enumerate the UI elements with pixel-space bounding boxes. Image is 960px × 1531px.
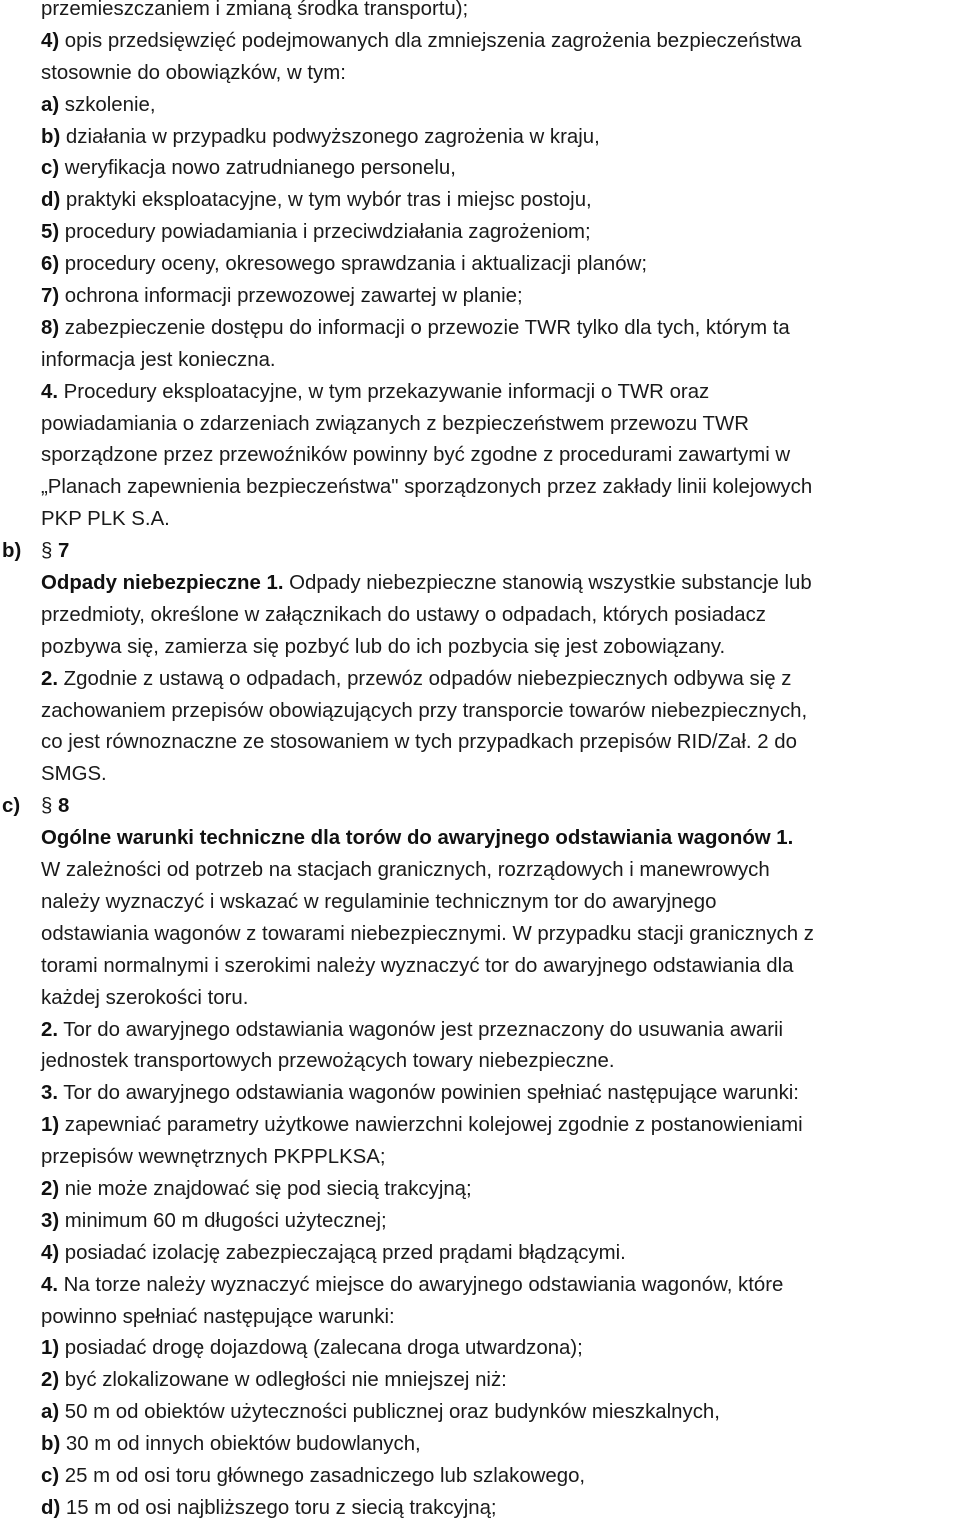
text-line xyxy=(0,1461,960,1493)
text-line xyxy=(0,185,960,217)
text-line xyxy=(0,600,960,632)
line-text: co jest równoznaczne ze stosowaniem w tych przypadkach przepisów RID/Zał. 2 do xyxy=(41,731,797,754)
text-line xyxy=(0,1493,960,1525)
line-text: odstawiania wagonów z towarami niebezpiecznymi. W przypadku stacji granicznych z xyxy=(41,922,814,945)
line-text: Na torze należy wyznaczyć miejsce do awaryjnego odstawiania wagonów, które xyxy=(58,1273,784,1296)
line-text: pozbywa się, zamierza się pozbyć lub do ich pozbycia się jest zobowiązany. xyxy=(41,635,726,658)
line-text: procedury powiadamiania i przeciwdziałania zagrożeniom; xyxy=(59,221,591,244)
text-line xyxy=(0,1015,960,1047)
text-line xyxy=(0,1206,960,1238)
line-text: 7 xyxy=(52,540,70,563)
line-text: informacja jest konieczna. xyxy=(41,348,276,371)
line-text: działania w przypadku podwyższonego zagrożenia w kraju, xyxy=(60,125,600,148)
item-marker: d) xyxy=(41,189,61,212)
line-text: każdej szerokości toru. xyxy=(41,986,249,1009)
line-text: „Planach zapewnienia bezpieczeństwa" sporządzonych przez zakłady linii kolejowych xyxy=(41,476,813,499)
line-text: W zależności od potrzeb na stacjach granicznych, rozrządowych i manewrowych xyxy=(41,859,770,882)
text-line xyxy=(0,281,960,313)
text-line xyxy=(0,823,960,855)
text-line xyxy=(0,249,960,281)
text-line xyxy=(0,122,960,154)
text-line xyxy=(0,1078,960,1110)
text-line xyxy=(0,313,960,345)
line-text: być zlokalizowane w odległości nie mniejszej niż: xyxy=(59,1369,507,1392)
item-marker: 2. xyxy=(41,1018,59,1041)
line-text: weryfikacja nowo zatrudnianego personelu, xyxy=(59,157,456,180)
text-line xyxy=(0,409,960,441)
text-line xyxy=(0,217,960,249)
item-marker: 1) xyxy=(41,1337,60,1360)
line-text: Tor do awaryjnego odstawiania wagonów powinien spełniać następujące warunki: xyxy=(58,1082,799,1105)
line-text: jednostek transportowych przewożących towary niebezpieczne. xyxy=(41,1050,615,1073)
text-line xyxy=(0,983,960,1015)
line-text: ochrona informacji przewozowej zawartej w planie; xyxy=(59,285,523,308)
line-text: Odpady niebezpieczne stanowią wszystkie substancje lub xyxy=(283,572,812,595)
text-line xyxy=(0,536,960,568)
item-marker: 2. xyxy=(41,667,59,690)
line-text: torami normalnymi i szerokimi należy wyznaczyć tor do awaryjnego odstawiania dla xyxy=(41,954,794,977)
text-line xyxy=(0,568,960,600)
text-line xyxy=(0,696,960,728)
text-line xyxy=(0,1238,960,1270)
text-line xyxy=(0,664,960,696)
line-text: Tor do awaryjnego odstawiania wagonów jest przeznaczony do usuwania awarii xyxy=(58,1018,784,1041)
line-text: nie może znajdować się pod siecią trakcyjną; xyxy=(59,1177,472,1200)
text-line xyxy=(0,1046,960,1078)
text-line xyxy=(0,1429,960,1461)
text-line xyxy=(0,26,960,58)
line-text: posiadać izolację zabezpieczającą przed prądami błądzącymi. xyxy=(59,1241,626,1264)
item-marker: 2) xyxy=(41,1369,60,1392)
section-label: c) xyxy=(2,795,21,818)
item-marker: 6) xyxy=(41,253,60,276)
line-text: 15 m od osi najbliższego toru z siecią trakcyjną; xyxy=(60,1496,497,1519)
text-line xyxy=(0,1270,960,1302)
text-line xyxy=(0,919,960,951)
item-marker: 4. xyxy=(41,380,59,403)
line-text: zabezpieczenie dostępu do informacji o przewozie TWR tylko dla tych, którym ta xyxy=(59,316,790,339)
text-line xyxy=(0,1142,960,1174)
text-line xyxy=(0,345,960,377)
item-marker: 7) xyxy=(41,285,60,308)
line-text: zapewniać parametry użytkowe nawierzchni kolejowej zgodnie z postanowieniami xyxy=(59,1114,803,1137)
text-line xyxy=(0,855,960,887)
line-text: procedury oceny, okresowego sprawdzania i aktualizacji planów; xyxy=(59,253,648,276)
section-label: b) xyxy=(2,540,22,563)
item-marker: 2) xyxy=(41,1177,60,1200)
item-marker: d) xyxy=(41,1496,61,1519)
line-text: 50 m od obiektów użyteczności publicznej oraz budynków mieszkalnych, xyxy=(59,1401,720,1424)
item-marker: 1) xyxy=(41,1114,60,1137)
line-text: opis przedsięwzięć podejmowanych dla zmniejszenia zagrożenia bezpieczeństwa xyxy=(59,29,802,52)
line-text: posiadać drogę dojazdową (zalecana droga utwardzona); xyxy=(59,1337,583,1360)
text-line xyxy=(0,153,960,185)
text-line xyxy=(0,377,960,409)
line-text: 8 xyxy=(52,795,70,818)
text-line xyxy=(0,951,960,983)
line-text: należy wyznaczyć i wskazać w regulaminie technicznym tor do awaryjnego xyxy=(41,890,717,913)
item-marker: c) xyxy=(41,157,60,180)
text-line xyxy=(0,1333,960,1365)
text-line xyxy=(0,1397,960,1429)
item-marker: c) xyxy=(41,1464,60,1487)
text-line xyxy=(0,440,960,472)
line-text: powinno spełniać następujące warunki: xyxy=(41,1305,395,1328)
item-marker: b) xyxy=(41,125,61,148)
line-text: Ogólne warunki techniczne dla torów do awaryjnego odstawiania wagonów 1. xyxy=(41,827,794,850)
text-line xyxy=(0,0,960,26)
line-text: 30 m od innych obiektów budowlanych, xyxy=(60,1433,421,1456)
item-marker: a) xyxy=(41,1401,60,1424)
text-line xyxy=(0,472,960,504)
line-text: przemieszczaniem i zmianą środka transportu); xyxy=(41,0,469,20)
line-text: powiadamiania o zdarzeniach związanych z bezpieczeństwem przewozu TWR xyxy=(41,412,749,435)
item-marker: b) xyxy=(41,1433,61,1456)
section-sign: § xyxy=(41,540,53,563)
text-line xyxy=(0,791,960,823)
text-line xyxy=(0,1365,960,1397)
line-text: przedmioty, określone w załącznikach do ustawy o odpadach, których posiadacz xyxy=(41,603,767,626)
line-text: szkolenie, xyxy=(59,93,156,116)
line-text: PKP PLK S.A. xyxy=(41,508,170,531)
item-marker: 3. xyxy=(41,1082,59,1105)
text-line xyxy=(0,1302,960,1334)
line-text: minimum 60 m długości użytecznej; xyxy=(59,1209,387,1232)
line-text: SMGS. xyxy=(41,763,107,786)
line-text: sporządzone przez przewoźników powinny być zgodne z procedurami zawartymi w xyxy=(41,444,791,467)
item-marker: 4) xyxy=(41,29,60,52)
line-text: Procedury eksploatacyjne, w tym przekazywanie informacji o TWR oraz xyxy=(58,380,710,403)
text-line xyxy=(0,759,960,791)
text-line xyxy=(0,1174,960,1206)
line-text: Zgodnie z ustawą o odpadach, przewóz odpadów niebezpiecznych odbywa się z xyxy=(58,667,792,690)
item-marker: 3) xyxy=(41,1209,60,1232)
line-text: zachowaniem przepisów obowiązujących przy transporcie towarów niebezpiecznych, xyxy=(41,699,808,722)
line-text: stosownie do obowiązków, w tym: xyxy=(41,61,346,84)
text-line xyxy=(0,727,960,759)
item-marker: Odpady niebezpieczne 1. xyxy=(41,572,284,595)
item-marker: a) xyxy=(41,93,60,116)
line-text: 25 m od osi toru głównego zasadniczego lub szlakowego, xyxy=(59,1464,586,1487)
line-text: praktyki eksploatacyjne, w tym wybór tras i miejsc postoju, xyxy=(60,189,592,212)
section-sign: § xyxy=(41,795,53,818)
text-line xyxy=(0,632,960,664)
text-line xyxy=(0,1110,960,1142)
item-marker: 4) xyxy=(41,1241,60,1264)
text-line xyxy=(0,504,960,536)
item-marker: 4. xyxy=(41,1273,59,1296)
text-line xyxy=(0,887,960,919)
text-line xyxy=(0,58,960,90)
item-marker: 8) xyxy=(41,316,60,339)
item-marker: 5) xyxy=(41,221,60,244)
line-text: przepisów wewnętrznych PKPPLKSA; xyxy=(41,1146,386,1169)
text-line xyxy=(0,90,960,122)
